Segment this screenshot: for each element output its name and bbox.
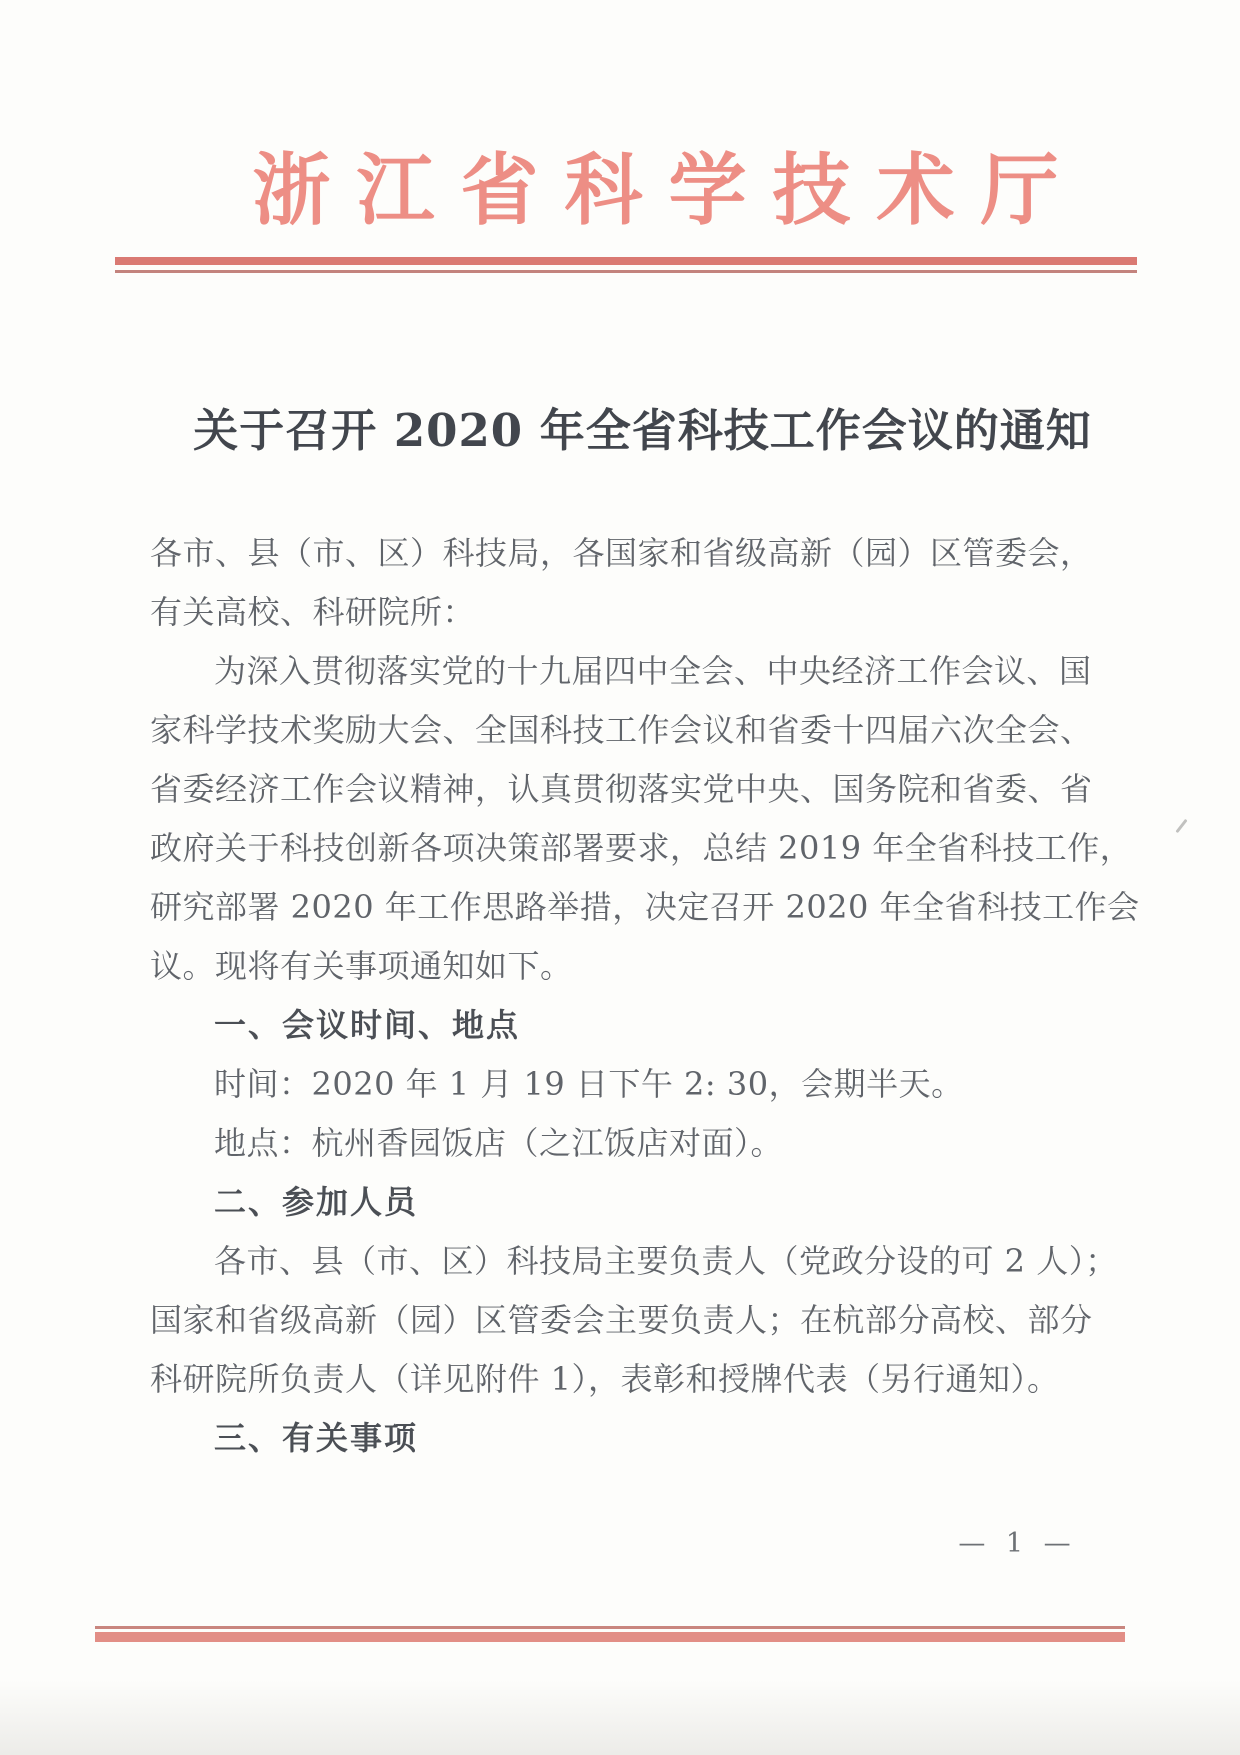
body-line: 科研院所负责人（详见附件 1），表彰和授牌代表（另行通知）。 [150, 1360, 1060, 1398]
body-line: 时间：2020 年 1 月 19 日下午 2: 30，会期半天。 [214, 1065, 964, 1103]
body-line: 国家和省级高新（园）区管委会主要负责人；在杭部分高校、部分 [150, 1301, 1093, 1339]
body-line: 研究部署 2020 年工作思路举措，决定召开 2020 年全省科技工作会 [150, 888, 1140, 926]
body-line: 各市、县（市、区）科技局主要负责人（党政分设的可 2 人）； [214, 1242, 1118, 1280]
agency-name: 浙江省科学技术厅 [252, 145, 1085, 236]
body-line: 有关高校、科研院所： [150, 593, 476, 631]
footer-rule-thick [95, 1632, 1125, 1642]
body-line: 各市、县（市、区）科技局，各国家和省级高新（园）区管委会， [150, 534, 1093, 572]
body-line: 家科学技术奖励大会、全国科技工作会议和省委十四届六次全会、 [150, 711, 1093, 749]
page-number: — 1 — [958, 1528, 1077, 1559]
letterhead-rule-thin [115, 270, 1137, 273]
body-line: 省委经济工作会议精神，认真贯彻落实党中央、国务院和省委、省 [150, 770, 1093, 808]
body-line: 为深入贯彻落实党的十九届四中全会、中央经济工作会议、国 [214, 652, 1092, 690]
document-body [150, 524, 1140, 1468]
body-line: 政府关于科技创新各项决策部署要求，总结 2019 年全省科技工作， [150, 829, 1133, 867]
scan-artifact-mark [1175, 819, 1187, 833]
section-heading: 一、会议时间、地点 [214, 1006, 521, 1044]
section-heading: 二、参加人员 [214, 1183, 419, 1221]
letterhead-rule-thick [115, 257, 1137, 265]
footer-rule-thin [95, 1626, 1125, 1629]
body-line: 地点：杭州香园饭店（之江饭店对面）。 [214, 1124, 784, 1162]
section-heading: 三、有关事项 [214, 1419, 419, 1457]
body-line: 议。现将有关事项通知如下。 [150, 947, 573, 985]
document-title: 关于召开 2020 年全省科技工作会议的通知 [193, 404, 1092, 457]
scan-noise-band [0, 1680, 1240, 1755]
